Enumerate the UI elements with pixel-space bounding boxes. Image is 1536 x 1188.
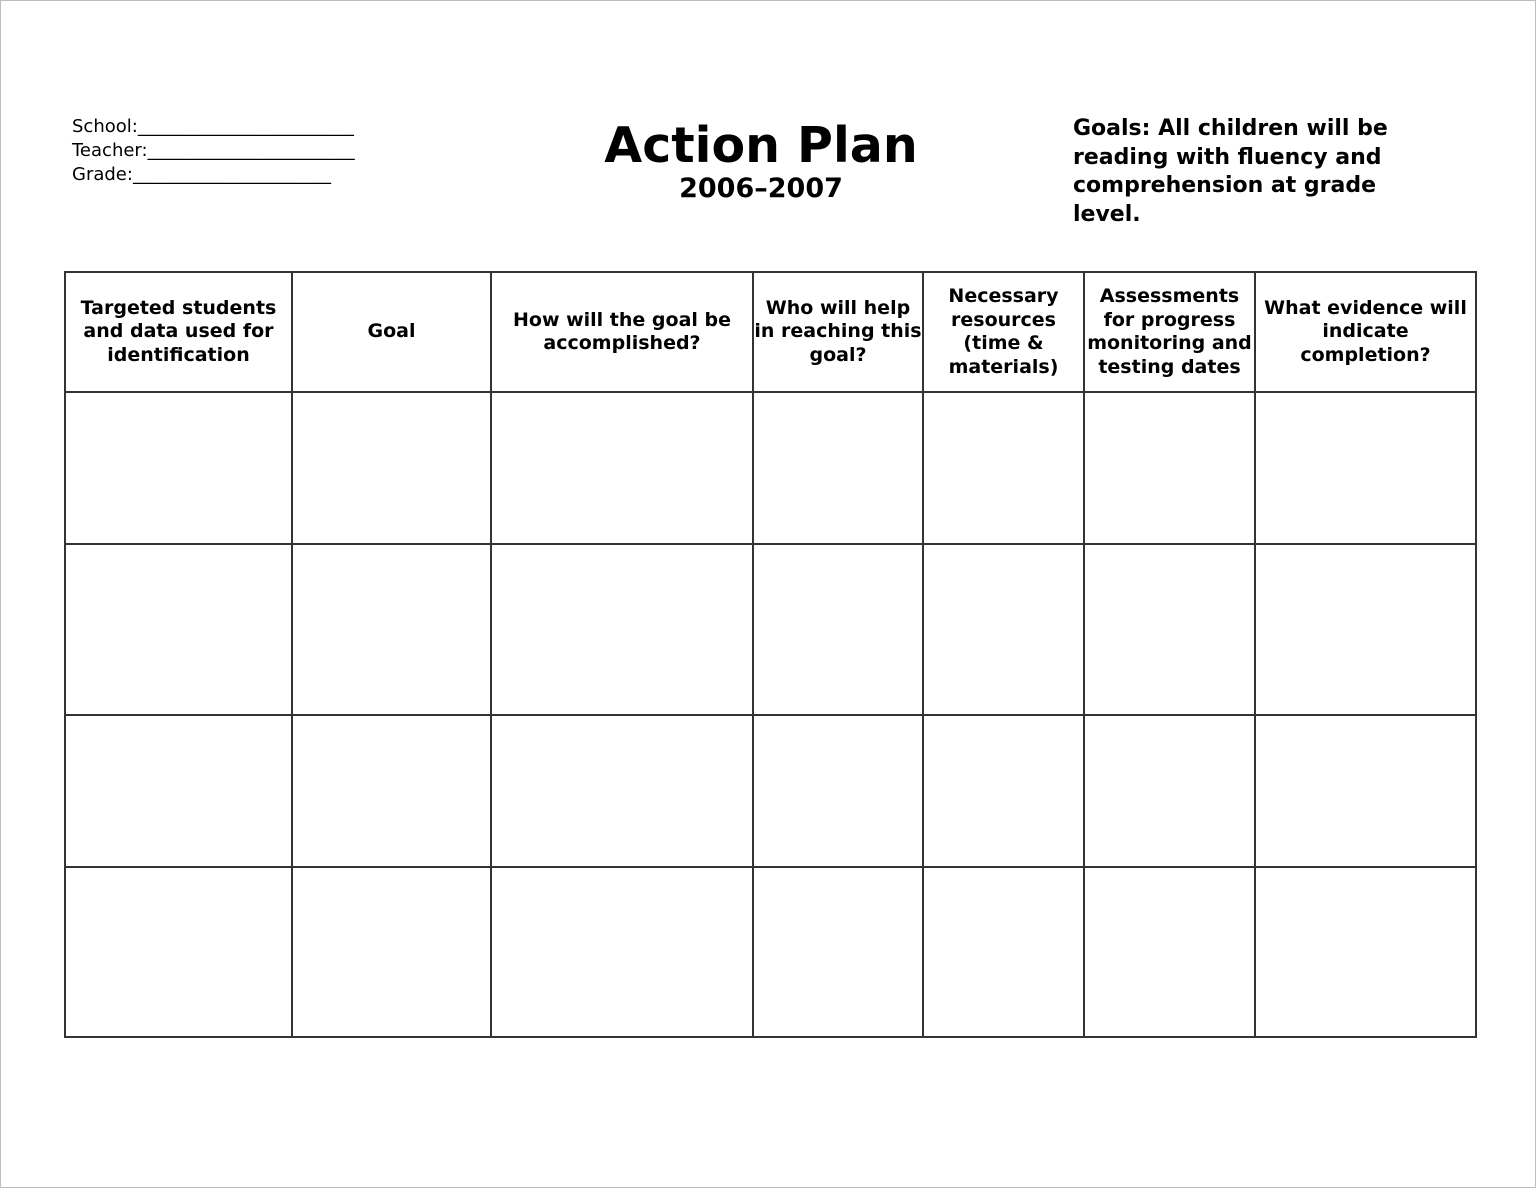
table-cell[interactable] [753,544,923,715]
table-cell[interactable] [923,867,1084,1037]
table-row [65,392,1476,544]
table-cell[interactable] [292,867,491,1037]
column-header-goal: Goal [292,272,491,392]
page-title: Action Plan [604,117,918,174]
table-cell[interactable] [491,544,753,715]
table-cell[interactable] [65,544,292,715]
table-cell[interactable] [923,392,1084,544]
table-header-row [65,272,1476,392]
table-cell[interactable] [1255,392,1476,544]
action-plan-table [64,271,1477,1038]
table-cell[interactable] [1084,392,1255,544]
teacher-field[interactable] [72,139,355,163]
table-cell[interactable] [1255,544,1476,715]
table-cell[interactable] [292,544,491,715]
table-cell[interactable] [923,715,1084,867]
table-cell[interactable] [292,715,491,867]
table-cell[interactable] [491,715,753,867]
table-cell[interactable] [753,715,923,867]
school-year: 2006–2007 [679,173,843,204]
table-cell[interactable] [753,867,923,1037]
title-block [561,117,961,205]
column-header-targeted-students: Targeted students and data used for identification [65,272,292,392]
table-cell[interactable] [1084,867,1255,1037]
table-cell[interactable] [1084,544,1255,715]
column-header-who-will-help: Who will help in reaching this goal? [753,272,923,392]
goals-statement: Goals: All children will be reading with fluency and comprehension at grade level. [1073,116,1388,227]
table-cell[interactable] [753,392,923,544]
table-row [65,867,1476,1037]
table-cell[interactable] [491,392,753,544]
header-fields [72,115,355,187]
table-cell[interactable] [1084,715,1255,867]
table-row [65,715,1476,867]
column-header-assessments: Assessments for progress monitoring and testing dates [1084,272,1255,392]
school-blank-line[interactable]: ________________________ [137,116,354,137]
column-header-resources: Necessary resources (time & materials) [923,272,1084,392]
teacher-label: Teacher: [72,140,148,161]
table-cell[interactable] [65,715,292,867]
table-cell[interactable] [923,544,1084,715]
column-header-evidence: What evidence will indicate completion? [1255,272,1476,392]
column-header-how-accomplished: How will the goal be accomplished? [491,272,753,392]
grade-blank-line[interactable]: ______________________ [132,164,331,185]
table-cell[interactable] [292,392,491,544]
table-cell[interactable] [1255,715,1476,867]
table-cell[interactable] [491,867,753,1037]
grade-field[interactable] [72,163,355,187]
table-cell[interactable] [65,392,292,544]
table-cell[interactable] [1255,867,1476,1037]
school-label: School: [72,116,138,137]
school-field[interactable] [72,115,355,139]
teacher-blank-line[interactable]: _______________________ [147,140,355,161]
grade-label: Grade: [72,164,133,185]
table-row [65,544,1476,715]
table-cell[interactable] [65,867,292,1037]
